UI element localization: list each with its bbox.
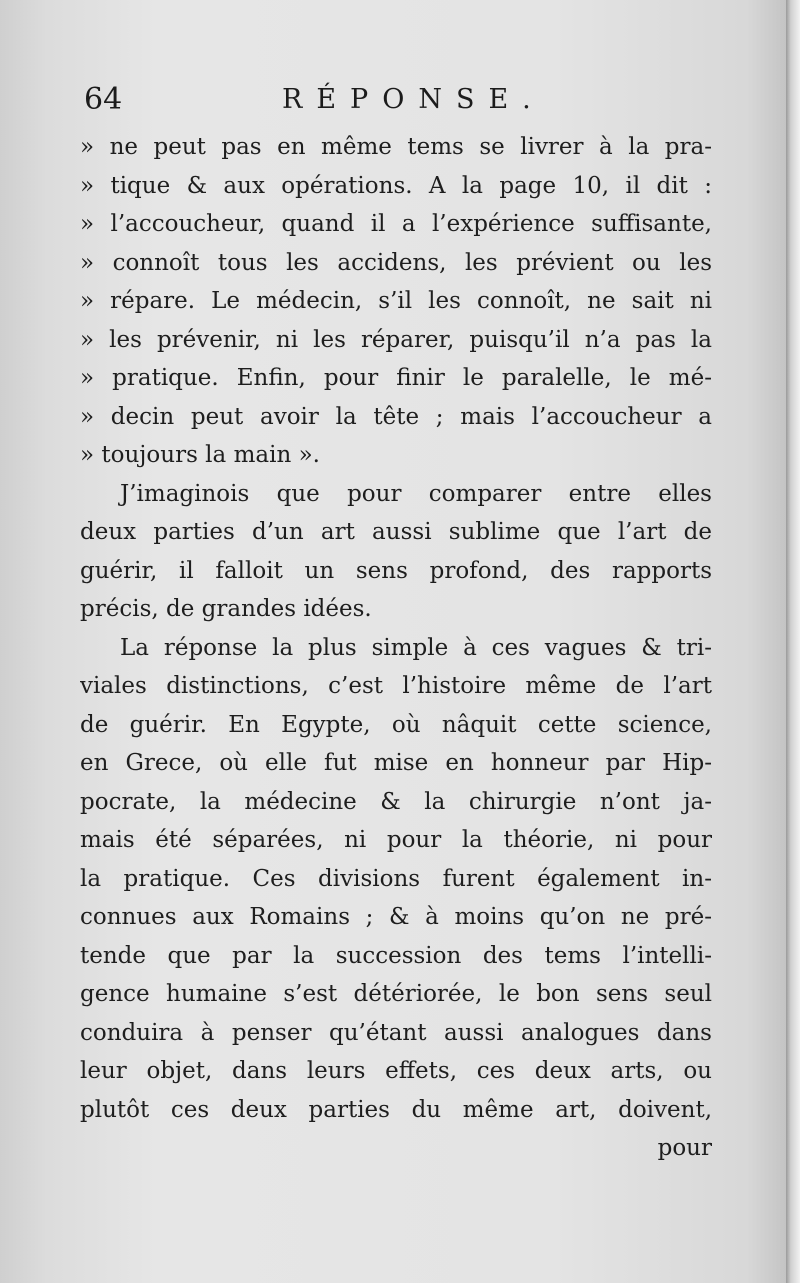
paragraph-first-line: J’imaginois que pour comparer entre elles bbox=[120, 480, 712, 507]
text-line: » répare. Le médecin, s’il les connoît, ne sait ni bbox=[80, 288, 712, 314]
text-line: » ne peut pas en même tems se livrer à la pra- bbox=[80, 134, 712, 160]
text-line: conduira à penser qu’étant aussi analogues dans bbox=[80, 1019, 712, 1046]
text-line: de guérir. En Egypte, où nâquit cette science, bbox=[80, 711, 712, 738]
text-line: plutôt ces deux parties du même art, doivent, bbox=[80, 1096, 712, 1123]
running-head: RÉPONSE. bbox=[282, 84, 545, 115]
page-number: 64 bbox=[84, 82, 123, 117]
text-line: » toujours la main ». bbox=[80, 442, 320, 468]
text-line: » decin peut avoir la tête ; mais l’accoucheur a bbox=[80, 403, 712, 430]
paragraph-first-line: La réponse la plus simple à ces vagues & tri- bbox=[120, 634, 712, 661]
text-line: » connoît tous les accidens, les prévient ou les bbox=[80, 249, 712, 276]
text-line: en Grece, où elle fut mise en honneur par Hip- bbox=[80, 750, 712, 776]
page-edge bbox=[786, 0, 800, 1283]
text-line: leur objet, dans leurs effets, ces deux arts, ou bbox=[80, 1058, 712, 1084]
text-line: » l’accoucheur, quand il a l’expérience suffisante, bbox=[80, 211, 712, 237]
text-line: » les prévenir, ni les réparer, puisqu’il n’a pas la bbox=[80, 326, 712, 353]
text-line: » tique & aux opérations. A la page 10, il dit : bbox=[80, 172, 712, 199]
text-line: connues aux Romains ; & à moins qu’on ne pré- bbox=[80, 904, 712, 930]
text-line: mais été séparées, ni pour la théorie, ni pour bbox=[80, 827, 712, 853]
text-line: viales distinctions, c’est l’histoire même de l’art bbox=[80, 673, 712, 699]
page-header bbox=[84, 78, 724, 122]
text-line: deux parties d’un art aussi sublime que l’art de bbox=[80, 519, 712, 545]
text-line: gence humaine s’est détériorée, le bon sens seul bbox=[80, 981, 712, 1007]
text-line: précis, de grandes idées. bbox=[80, 596, 372, 622]
text-line: » pratique. Enfin, pour finir le paralelle, le mé- bbox=[80, 365, 712, 391]
text-line: tende que par la succession des tems l’intelli- bbox=[80, 942, 712, 969]
text-line: guérir, il falloit un sens profond, des rapports bbox=[80, 557, 712, 584]
catchword: pour bbox=[657, 1135, 712, 1161]
text-line: la pratique. Ces divisions furent également in- bbox=[80, 865, 712, 892]
text-line: pocrate, la médecine & la chirurgie n’ont ja- bbox=[80, 788, 712, 815]
body-text bbox=[80, 128, 712, 1168]
